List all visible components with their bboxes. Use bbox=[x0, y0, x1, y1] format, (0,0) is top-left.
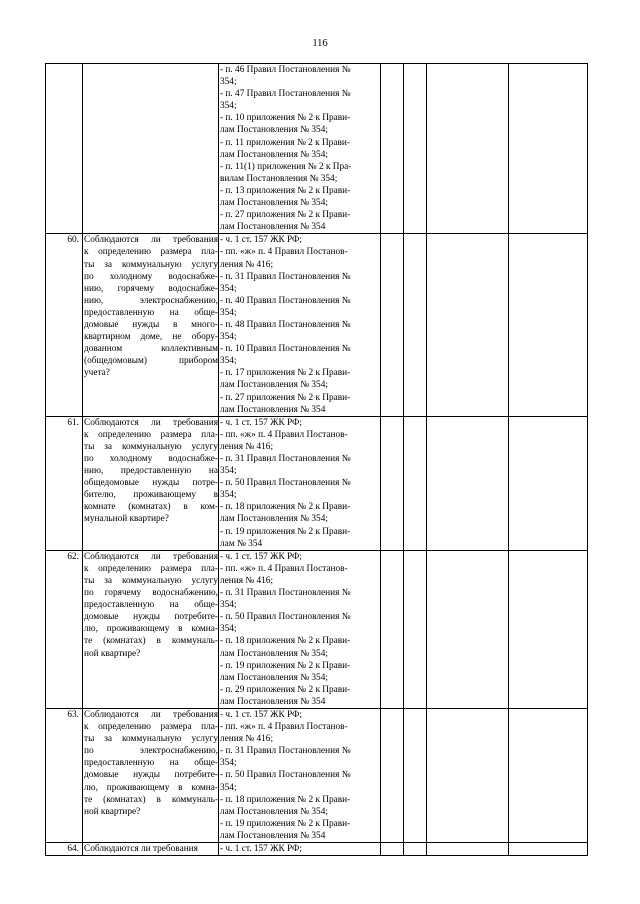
legal-reference-line: лам Постановления № 354; bbox=[220, 672, 328, 683]
legal-reference-line: - п. 31 Правил Постановления № bbox=[220, 746, 351, 757]
legal-reference-line: лам Постановления № 354 bbox=[220, 404, 326, 415]
legal-reference-line: - пп. «ж» п. 4 Правил Постанов- bbox=[220, 247, 348, 258]
answer-yes-cell bbox=[381, 64, 404, 234]
question-text-line: те (комнатах) в коммуналь- bbox=[84, 794, 218, 805]
legal-reference-line: 354; bbox=[220, 624, 237, 635]
legal-reference-line: 354; bbox=[220, 490, 237, 501]
question-text-line: по холодному водоснабже- bbox=[84, 454, 218, 464]
legal-reference-line: 354; bbox=[220, 307, 237, 318]
row-number-cell bbox=[46, 234, 83, 416]
answer-no-cell bbox=[404, 416, 427, 550]
table-row bbox=[46, 708, 588, 842]
legal-reference-line: - п. 31 Правил Постановления № bbox=[220, 588, 351, 599]
question-text-line: комнате (комнатах) в ком- bbox=[84, 502, 218, 513]
legal-reference-line: - п. 27 приложения № 2 к Прави- bbox=[220, 392, 351, 403]
legal-reference-line: ления № 416; bbox=[220, 734, 274, 745]
legal-reference-line: - ч. 1 ст. 157 ЖК РФ; bbox=[220, 235, 302, 246]
legal-reference-line: - ч. 1 ст. 157 ЖК РФ; bbox=[220, 417, 302, 428]
question-text-line: нию, горячему водоснабже- bbox=[84, 283, 218, 294]
legal-reference-line: вилам Постановления № 354; bbox=[220, 173, 338, 184]
note-cell bbox=[509, 708, 588, 842]
legal-reference-line: лам № 354 bbox=[220, 538, 263, 549]
legal-reference-line: 354; bbox=[220, 466, 237, 477]
question-text-line: ты за коммунальную услугу bbox=[84, 734, 218, 745]
legal-reference-line: - п. 10 Правил Постановления № bbox=[220, 344, 351, 355]
question-text-line: Соблюдаются ли требования bbox=[84, 844, 198, 854]
legal-reference-line: - п. 47 Правил Постановления № bbox=[220, 89, 351, 100]
row-number: 63. bbox=[67, 709, 79, 720]
question-text-line: (общедомовым) прибором bbox=[84, 356, 218, 367]
note-cell bbox=[509, 234, 588, 416]
question-text-line: общедомовые нужды потре- bbox=[84, 478, 218, 489]
question-text-line: ной квартире? bbox=[84, 806, 141, 817]
note-cell bbox=[509, 843, 588, 856]
legal-reference-line: - ч. 1 ст. 157 ЖК РФ; bbox=[220, 844, 302, 854]
question-text-line: мунальной квартире? bbox=[84, 514, 169, 525]
question-text-line: лю, проживающему в комна- bbox=[84, 624, 218, 635]
page-number: 116 bbox=[312, 38, 328, 49]
legal-reference-line: ления № 416; bbox=[220, 441, 274, 452]
legal-reference-line: - п. 19 приложения № 2 к Прави- bbox=[220, 660, 351, 671]
legal-reference-line: - п. 50 Правил Постановления № bbox=[220, 770, 351, 781]
question-text-line: домовые нужды в много- bbox=[84, 319, 218, 330]
question-text-line: ты за коммунальную услугу bbox=[84, 441, 218, 452]
legal-reference-line: лам Постановления № 354; bbox=[220, 648, 328, 659]
note-cell bbox=[509, 64, 588, 234]
legal-reference-line: - п. 11 приложения № 2 к Прави- bbox=[220, 137, 350, 148]
legal-reference-line: - ч. 1 ст. 157 ЖК РФ; bbox=[220, 709, 302, 720]
row-number-cell bbox=[46, 416, 83, 550]
question-text-line: те (комнатах) в коммуналь- bbox=[84, 636, 218, 647]
legal-reference-line: - п. 31 Правил Постановления № bbox=[220, 454, 351, 464]
question-text-line: нию, электроснабжению, bbox=[84, 295, 218, 306]
question-cell bbox=[83, 64, 219, 234]
legal-reference-line: - п. 10 приложения № 2 к Прави- bbox=[220, 113, 351, 124]
question-text-line: лю, проживающему в комна- bbox=[84, 782, 218, 793]
question-text-line: по электроснабжению, bbox=[84, 746, 218, 757]
row-number: 62. bbox=[67, 551, 79, 562]
question-cell bbox=[83, 843, 219, 856]
question-text-line: квартирном доме, не обору- bbox=[84, 332, 218, 343]
legal-reference-line: лам Постановления № 354; bbox=[220, 125, 328, 136]
row-number-cell bbox=[46, 550, 83, 708]
legal-reference-line: - п. 27 приложения № 2 к Прави- bbox=[220, 210, 351, 221]
checklist-table bbox=[45, 63, 588, 856]
legal-reference-line: лам Постановления № 354; bbox=[220, 806, 328, 817]
question-text-line: предоставленную на обще- bbox=[84, 307, 218, 318]
legal-reference-line: 354; bbox=[220, 283, 237, 294]
not-applicable-cell bbox=[427, 550, 509, 708]
question-text-line: дованном коллективным bbox=[84, 344, 218, 355]
legal-reference-line: - пп. «ж» п. 4 Правил Постанов- bbox=[220, 563, 348, 574]
table-row bbox=[46, 64, 588, 234]
table-row bbox=[46, 416, 588, 550]
legal-reference-line: 354; bbox=[220, 101, 237, 112]
note-cell bbox=[509, 550, 588, 708]
question-text-line: по горячему водоснабжению, bbox=[84, 588, 218, 599]
question-text-line: по холодному водоснабже- bbox=[84, 271, 218, 282]
legal-reference-line: лам Постановления № 354 bbox=[220, 830, 326, 841]
legal-reference-line: - п. 13 приложения № 2 к Прави- bbox=[220, 185, 351, 196]
row-number-cell bbox=[46, 843, 83, 856]
legal-reference-line: - п. 19 приложения № 2 к Прави- bbox=[220, 526, 351, 537]
answer-yes-cell bbox=[381, 234, 404, 416]
not-applicable-cell bbox=[427, 843, 509, 856]
legal-reference-line: 354; bbox=[220, 782, 237, 793]
question-text-line: Соблюдаются ли требования bbox=[84, 551, 218, 562]
question-cell bbox=[83, 550, 219, 708]
legal-reference-line: - п. 46 Правил Постановления № bbox=[220, 65, 351, 75]
table-row bbox=[46, 843, 588, 856]
legal-reference-line: ления № 416; bbox=[220, 259, 274, 270]
legal-reference-line: 354; bbox=[220, 356, 237, 367]
question-text-line: предоставленную на обще- bbox=[84, 758, 218, 769]
question-cell bbox=[83, 416, 219, 550]
row-number: 60. bbox=[67, 235, 79, 246]
legal-reference-line: - пп. «ж» п. 4 Правил Постанов- bbox=[220, 429, 348, 440]
table-body bbox=[46, 64, 588, 856]
answer-no-cell bbox=[404, 708, 427, 842]
legal-reference-line: - п. 18 приложения № 2 к Прави- bbox=[220, 636, 351, 647]
row-number-cell bbox=[46, 64, 83, 234]
question-text-line: Соблюдаются ли требования bbox=[84, 235, 218, 246]
legal-references-cell bbox=[219, 843, 381, 856]
legal-reference-line: лам Постановления № 354; bbox=[220, 149, 328, 160]
answer-yes-cell bbox=[381, 416, 404, 550]
legal-reference-line: лам Постановления № 354; bbox=[220, 380, 328, 391]
legal-reference-line: - п. 11(1) приложения № 2 к Пра- bbox=[220, 161, 352, 172]
not-applicable-cell bbox=[427, 708, 509, 842]
legal-reference-line: - п. 17 приложения № 2 к Прави- bbox=[220, 368, 351, 379]
not-applicable-cell bbox=[427, 64, 509, 234]
legal-reference-line: - п. 40 Правил Постановления № bbox=[220, 295, 351, 306]
answer-no-cell bbox=[404, 550, 427, 708]
question-cell bbox=[83, 708, 219, 842]
legal-reference-line: лам Постановления № 354 bbox=[220, 696, 326, 707]
legal-references-cell bbox=[219, 708, 381, 842]
question-text-line: Соблюдаются ли требования bbox=[84, 709, 218, 720]
question-text-line: к определению размера пла- bbox=[84, 429, 218, 440]
answer-yes-cell bbox=[381, 550, 404, 708]
question-text-line: ты за коммунальную услугу bbox=[84, 575, 218, 586]
legal-reference-line: - ч. 1 ст. 157 ЖК РФ; bbox=[220, 551, 302, 562]
question-text-line: к определению размера пла- bbox=[84, 722, 218, 733]
legal-reference-line: - п. 18 приложения № 2 к Прави- bbox=[220, 502, 351, 513]
row-number: 61. bbox=[67, 417, 79, 428]
question-text-line: к определению размера пла- bbox=[84, 563, 218, 574]
legal-reference-line: - п. 48 Правил Постановления № bbox=[220, 319, 351, 330]
legal-references-cell bbox=[219, 416, 381, 550]
answer-yes-cell bbox=[381, 708, 404, 842]
question-text-line: учета? bbox=[84, 368, 110, 379]
question-text-line: нию, предоставленную на bbox=[84, 466, 218, 477]
question-text-line: предоставленную на обще- bbox=[84, 600, 218, 611]
question-text-line: Соблюдаются ли требования bbox=[84, 417, 218, 428]
not-applicable-cell bbox=[427, 234, 509, 416]
answer-no-cell bbox=[404, 234, 427, 416]
legal-reference-line: - пп. «ж» п. 4 Правил Постанов- bbox=[220, 722, 348, 733]
legal-reference-line: 354; bbox=[220, 332, 237, 343]
row-number: 64. bbox=[67, 844, 79, 854]
question-text-line: ной квартире? bbox=[84, 648, 141, 659]
legal-reference-line: - п. 50 Правил Постановления № bbox=[220, 478, 351, 489]
question-text-line: домовые нужды потребите- bbox=[84, 612, 218, 623]
question-text-line: бителю, проживающему в bbox=[84, 490, 218, 501]
answer-yes-cell bbox=[381, 843, 404, 856]
legal-reference-line: - п. 19 приложения № 2 к Прави- bbox=[220, 818, 351, 829]
legal-reference-line: - п. 50 Правил Постановления № bbox=[220, 612, 351, 623]
table-row bbox=[46, 550, 588, 708]
question-text-line: ты за коммунальную услугу bbox=[84, 259, 218, 270]
legal-references-cell bbox=[219, 234, 381, 416]
legal-reference-line: 354; bbox=[220, 77, 237, 88]
legal-reference-line: 354; bbox=[220, 758, 237, 769]
legal-references-cell bbox=[219, 64, 381, 234]
question-text-line: домовые нужды потребите- bbox=[84, 770, 218, 781]
legal-reference-line: ления № 416; bbox=[220, 575, 274, 586]
question-text-line: к определению размера пла- bbox=[84, 247, 218, 258]
legal-reference-line: - п. 18 приложения № 2 к Прави- bbox=[220, 794, 351, 805]
legal-references-cell bbox=[219, 550, 381, 708]
answer-no-cell bbox=[404, 64, 427, 234]
legal-reference-line: - п. 31 Правил Постановления № bbox=[220, 271, 351, 282]
note-cell bbox=[509, 416, 588, 550]
legal-reference-line: 354; bbox=[220, 600, 237, 611]
not-applicable-cell bbox=[427, 416, 509, 550]
legal-reference-line: лам Постановления № 354; bbox=[220, 198, 328, 209]
table-row bbox=[46, 234, 588, 416]
legal-reference-line: лам Постановления № 354; bbox=[220, 514, 328, 525]
question-cell bbox=[83, 234, 219, 416]
legal-reference-line: - п. 29 приложения № 2 к Прави- bbox=[220, 684, 351, 695]
answer-no-cell bbox=[404, 843, 427, 856]
row-number-cell bbox=[46, 708, 83, 842]
legal-reference-line: лам Постановления № 354 bbox=[220, 222, 326, 233]
